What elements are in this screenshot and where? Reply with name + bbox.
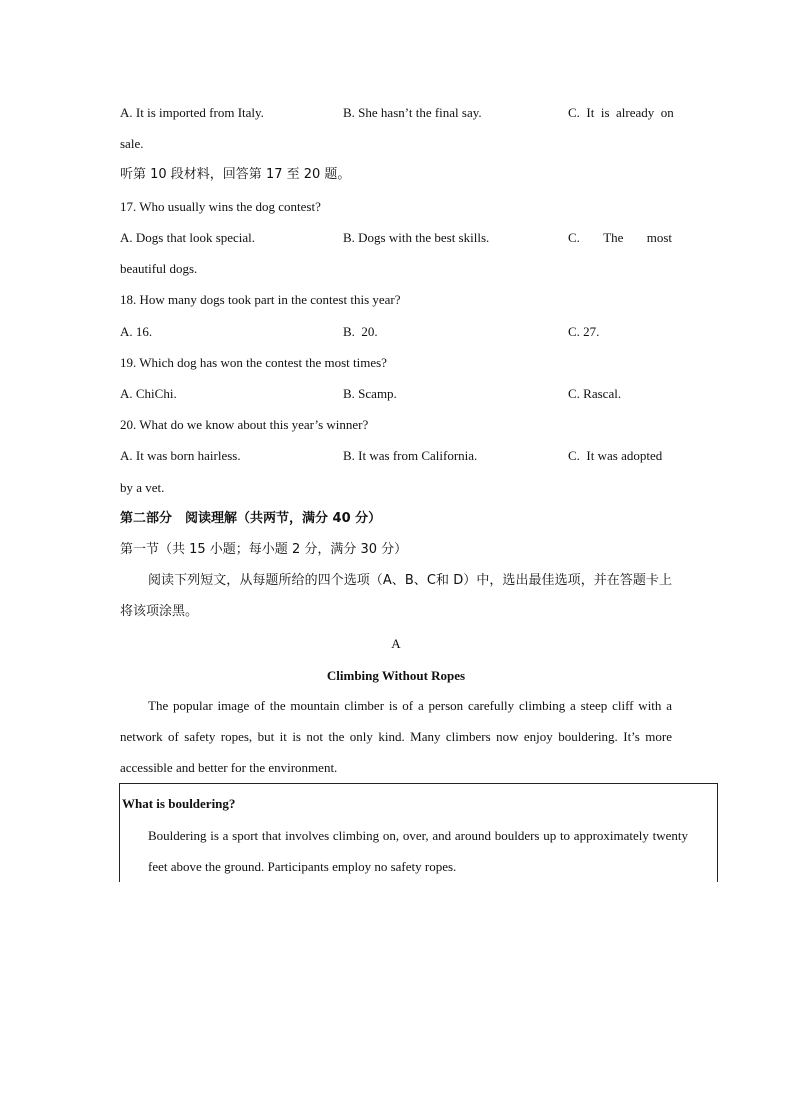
q17-option-b: B. Dogs with the best skills. bbox=[343, 230, 490, 245]
q20-option-c-cont: by a vet. bbox=[120, 480, 165, 495]
box-title: What is bouldering? bbox=[122, 796, 236, 811]
q17-option-c-word: C. bbox=[568, 230, 580, 245]
q18-option-c: C. 27. bbox=[568, 324, 600, 339]
q19-option-b: B. Scamp. bbox=[343, 386, 397, 401]
q18-option-a: A. 16. bbox=[120, 324, 153, 339]
passage-letter: A bbox=[391, 636, 401, 651]
q16-option-b: B. She hasn’t the final say. bbox=[343, 105, 482, 120]
q19-option-c: C. Rascal. bbox=[568, 386, 622, 401]
section-1-heading: 第一节（共 15 小题；每小题 2 分，满分 30 分） bbox=[120, 542, 408, 557]
part-2-heading: 第二部分 阅读理解（共两节，满分 40 分） bbox=[120, 511, 382, 526]
section-10-instruction: 听第 10 段材料，回答第 17 至 20 题。 bbox=[120, 167, 351, 182]
q17-option-a: A. Dogs that look special. bbox=[120, 230, 256, 245]
q19-option-a: A. ChiChi. bbox=[120, 386, 177, 401]
q20-option-a: A. It was born hairless. bbox=[120, 448, 241, 463]
q18-stem: 18. How many dogs took part in the contest this year? bbox=[120, 292, 401, 307]
q17-option-c-cont: beautiful dogs. bbox=[120, 261, 198, 276]
q20-option-b: B. It was from California. bbox=[343, 448, 478, 463]
q17-option-c-word: The bbox=[603, 230, 624, 245]
q19-stem: 19. Which dog has won the contest the most times? bbox=[120, 355, 387, 370]
q16-option-a: A. It is imported from Italy. bbox=[120, 105, 264, 120]
q17-option-c-word: most bbox=[646, 230, 672, 245]
q16-option-c: C. It is already on bbox=[568, 105, 674, 120]
q16-option-c-cont: sale. bbox=[120, 136, 144, 151]
bouldering-info-box bbox=[119, 783, 718, 882]
q20-stem: 20. What do we know about this year’s winner? bbox=[120, 417, 369, 432]
passage-title: Climbing Without Ropes bbox=[326, 668, 466, 683]
q18-option-b: B. 20. bbox=[343, 324, 378, 339]
passage-intro: The popular image of the mountain climber is of a person carefully climbing a steep cliff with a network of safety ropes, but it is not the only kind. Many climbers now enjoy bouldering. It’s more accessible and better for the environment. bbox=[120, 698, 672, 775]
q17-stem: 17. Who usually wins the dog contest? bbox=[120, 199, 321, 214]
q20-option-c: C. It was adopted bbox=[568, 448, 663, 463]
reading-instructions: 阅读下列短文，从每题所给的四个选项（A、B、C和 D）中，选出最佳选项，并在答题卡上将该项涂黑。 bbox=[120, 573, 672, 619]
box-text: Bouldering is a sport that involves climbing on, over, and around boulders up to approximately twenty feet above the ground. Participants employ no safety ropes. bbox=[148, 828, 688, 874]
q17-option-c bbox=[568, 230, 672, 246]
